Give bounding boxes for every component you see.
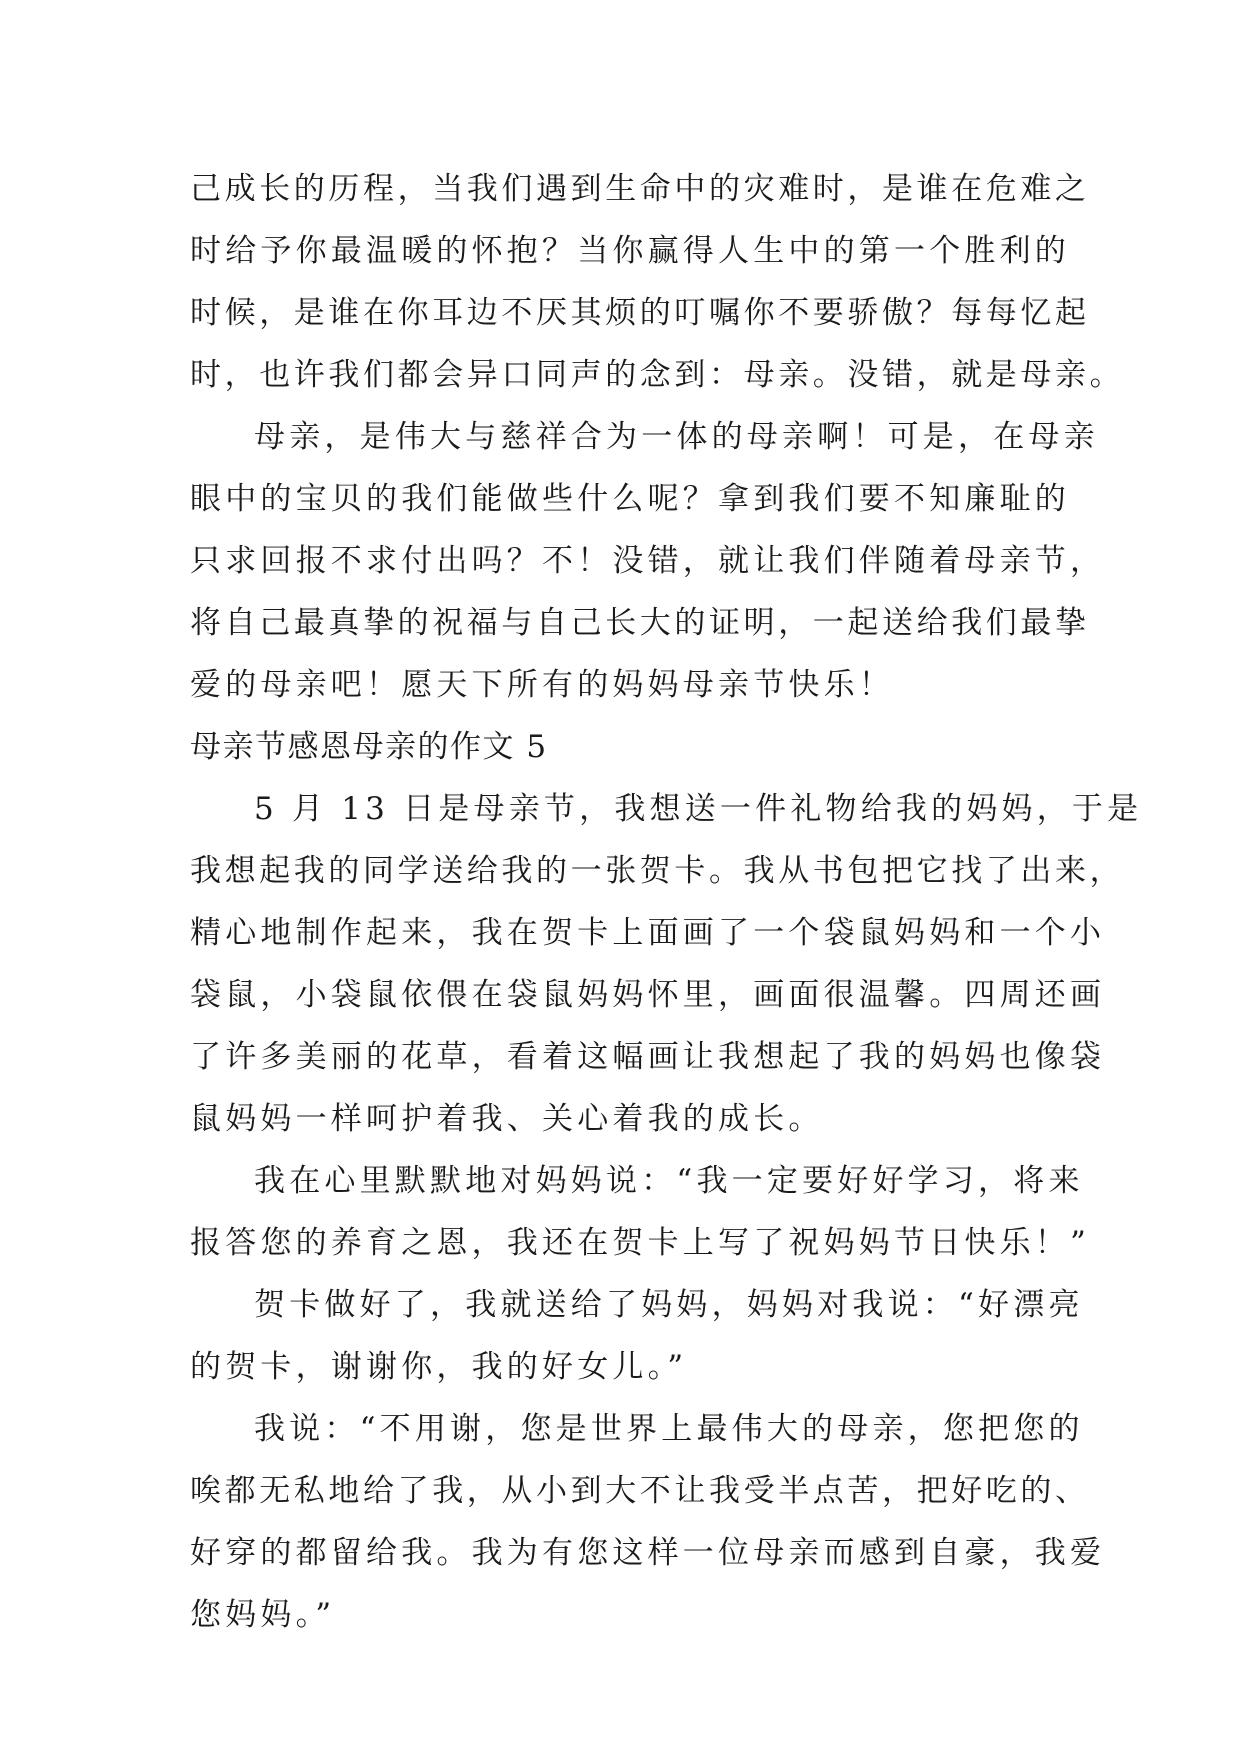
text-line: 鼠妈妈一样呵护着我、关心着我的成长。 [190,1101,824,1137]
text-line: 眼中的宝贝的我们能做些什么呢？拿到我们要不知廉耻的 [190,481,1070,517]
section-heading: 母亲节感恩母亲的作文 5 [190,729,548,765]
text-line: 只求回报不求付出吗？不！没错，就让我们伴随着母亲节， [190,543,1106,579]
text-line: 的贺卡，谢谢你，我的好女儿。” [190,1349,688,1385]
text-line: 了许多美丽的花草，看着这幅画让我想起了我的妈妈也像袋 [190,1039,1106,1075]
text-line: 时候，是谁在你耳边不厌其烦的叮嘱你不要骄傲？每每忆起 [190,295,1090,331]
text-line: 好穿的都留给我。我为有您这样一位母亲而感到自豪，我爱 [190,1535,1106,1571]
text-line: 唉都无私地给了我，从小到大不让我受半点苦，把好吃的、 [190,1473,1090,1509]
text-line: 我想起我的同学送给我的一张贺卡。我从书包把它找了出来， [190,853,1125,889]
text-line: 时给予你最温暖的怀抱？当你赢得人生中的第一个胜利的 [190,233,1070,269]
text-line: 时，也许我们都会异口同声的念到：母亲。没错，就是母亲。 [190,357,1125,393]
text-line: 您妈妈。” [190,1597,336,1633]
paragraph-start-line: 5 月 13 日是母亲节，我想送一件礼物给我的妈妈，于是 [254,791,1143,827]
paragraph-start-line: 贺卡做好了，我就送给了妈妈，妈妈对我说：“好漂亮 [254,1287,1084,1323]
text-line: 精心地制作起来，我在贺卡上面画了一个袋鼠妈妈和一个小 [190,915,1106,951]
paragraph-start-line: 我说：“不用谢，您是世界上最伟大的母亲，您把您的 [254,1411,1084,1447]
document-page [190,158,1143,1646]
paragraph-start-line: 母亲，是伟大与慈祥合为一体的母亲啊！可是，在母亲 [254,419,1099,455]
paragraph-start-line: 我在心里默默地对妈妈说：“我一定要好好学习，将来 [254,1163,1084,1199]
text-line: 将自己最真挚的祝福与自己长大的证明，一起送给我们最挚 [190,605,1090,641]
text-line: 袋鼠，小袋鼠依偎在袋鼠妈妈怀里，画面很温馨。四周还画 [190,977,1106,1013]
text-line: 报答您的养育之恩，我还在贺卡上写了祝妈妈节日快乐！” [190,1225,1091,1261]
text-line: 己成长的历程，当我们遇到生命中的灾难时，是谁在危难之 [190,171,1090,207]
text-line: 爱的母亲吧！愿天下所有的妈妈母亲节快乐！ [190,667,894,703]
